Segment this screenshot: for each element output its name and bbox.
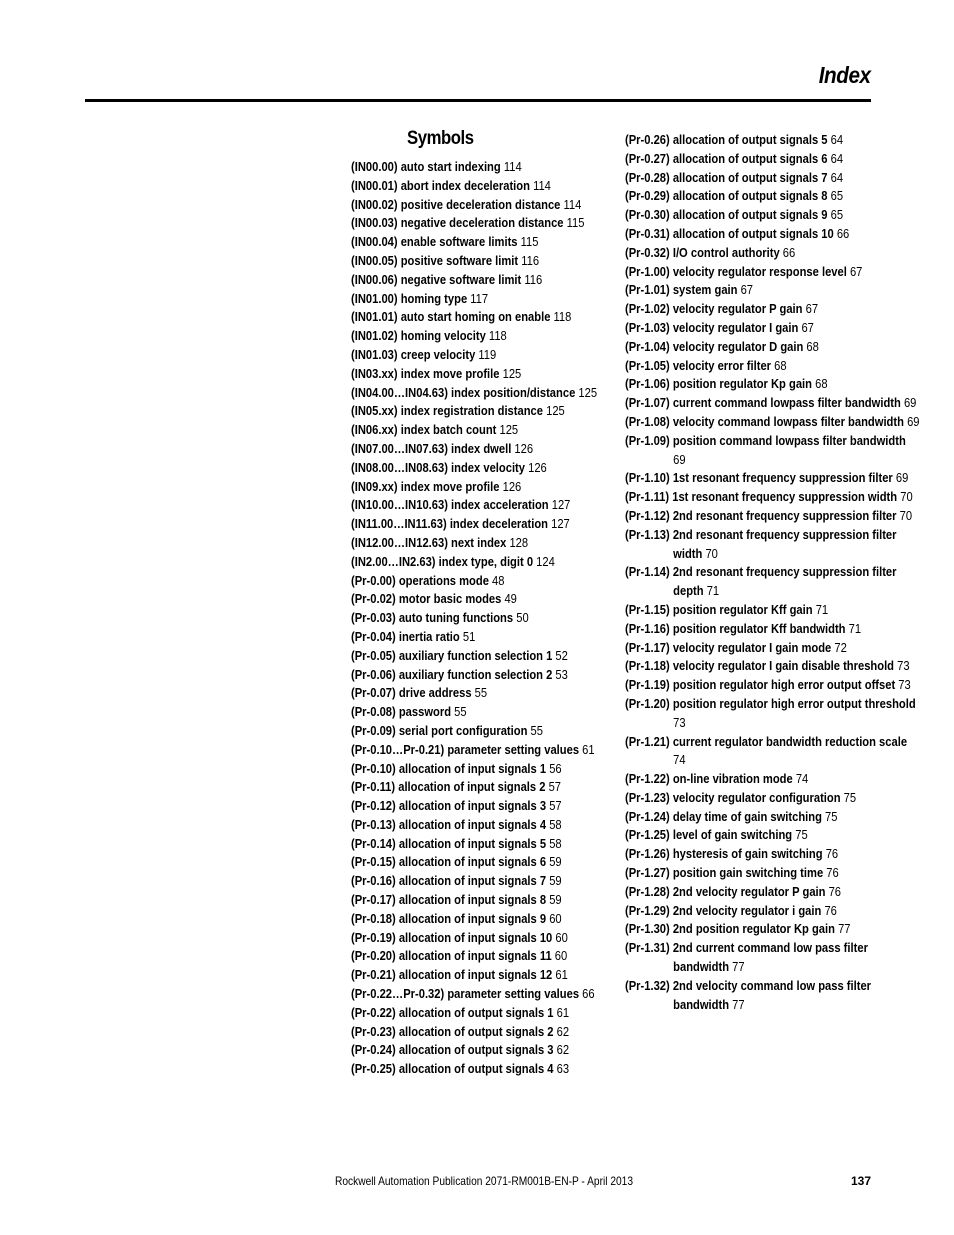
index-entry-term: (IN01.00) homing type — [351, 290, 468, 306]
index-entry — [351, 835, 592, 854]
index-entry-term: (Pr-0.17) allocation of input signals 8 — [351, 892, 547, 908]
index-entry — [351, 496, 592, 515]
index-entry-pages: 126 — [514, 440, 534, 456]
index-entry-pages: 75 — [843, 789, 857, 805]
index-entry — [351, 590, 592, 609]
index-entry-term: (Pr-0.23) allocation of output signals 2 — [351, 1023, 554, 1039]
index-entry-pages: 119 — [478, 346, 497, 362]
index-entry-pages: 71 — [815, 601, 829, 617]
index-entry-pages: 55 — [530, 722, 543, 738]
index-entry-pages: 59 — [549, 892, 562, 908]
index-entry-term: (Pr-1.27) position gain switching time — [625, 865, 824, 881]
index-entry-term: (IN04.00…IN04.63) index position/distance — [351, 384, 576, 400]
index-entry-pages: 127 — [551, 516, 570, 532]
index-entry-pages: 127 — [551, 497, 571, 513]
index-entry-term: (Pr-0.11) allocation of input signals 2 — [351, 779, 546, 795]
index-entry-pages: 76 — [824, 902, 837, 918]
index-entry — [351, 872, 592, 891]
index-entry-pages: 55 — [454, 704, 467, 720]
index-column-right — [625, 131, 920, 1014]
page-number: 137 — [850, 1174, 871, 1188]
index-entry-pages: 76 — [826, 865, 839, 881]
index-entry — [351, 666, 592, 685]
index-entry-term: (IN01.02) homing velocity — [351, 328, 486, 344]
index-entry — [351, 722, 592, 741]
index-entry-term: (Pr-0.15) allocation of input signals 6 — [351, 854, 547, 870]
index-entry — [625, 939, 920, 977]
index-entry-pages: 67 — [805, 301, 819, 317]
index-entry-term: (IN2.00…IN2.63) index type, digit 0 — [351, 553, 534, 569]
index-entry-pages: 53 — [555, 666, 568, 682]
index-entry-term: (Pr-0.08) password — [351, 704, 452, 720]
index-entry-pages: 114 — [533, 177, 551, 193]
index-entry-term: (Pr-0.06) auxiliary function selection 2 — [351, 666, 553, 682]
index-entry — [625, 601, 874, 620]
index-entry-term: (IN05.xx) index registration distance — [351, 403, 543, 419]
index-entry-term: (Pr-1.08) velocity command lowpass filter bandwidth — [625, 413, 904, 429]
index-entry-pages: 125 — [502, 365, 522, 381]
index-entry-pages: 61 — [582, 741, 595, 757]
index-entry-pages: 117 — [470, 290, 489, 306]
index-entry — [351, 985, 649, 1004]
index-entry — [351, 684, 592, 703]
index-entry-term: (IN03.xx) index move profile — [351, 365, 500, 381]
index-entry-term: (Pr-0.30) allocation of output signals 9 — [625, 207, 828, 223]
index-entry-pages: 114 — [563, 196, 582, 212]
index-entry — [625, 695, 920, 733]
index-entry-term: (Pr-0.26) allocation of output signals 5 — [625, 132, 828, 147]
index-entry — [625, 263, 874, 282]
index-entry-term: (Pr-0.10…Pr-0.21) parameter setting values — [351, 741, 580, 757]
index-entry-term: (Pr-1.23) velocity regulator configuration — [625, 789, 841, 805]
index-entry — [625, 319, 874, 338]
index-entry-pages: 76 — [825, 846, 839, 862]
index-entry — [351, 628, 592, 647]
index-entry — [351, 1041, 592, 1060]
index-entry-pages: 60 — [554, 948, 568, 964]
index-entry — [625, 676, 920, 695]
index-entry-pages: 71 — [706, 583, 720, 599]
index-entry-term: (Pr-1.28) 2nd velocity regulator P gain — [625, 883, 826, 899]
index-entry — [351, 384, 649, 403]
index-entry — [351, 214, 592, 233]
index-entry — [625, 187, 874, 206]
index-entry-term: (Pr-0.05) auxiliary function selection 1 — [351, 647, 553, 663]
index-entry — [625, 808, 874, 827]
index-entry-pages: 65 — [830, 207, 844, 223]
index-entry-term: (IN00.03) negative deceleration distance — [351, 215, 564, 231]
index-entry-term: (Pr-1.32) 2nd velocity command low pass filter bandwidth — [625, 977, 872, 1012]
index-entry-term: (Pr-0.19) allocation of input signals 10 — [351, 929, 553, 945]
index-entry — [625, 507, 920, 526]
index-entry-term: (Pr-1.16) position regulator Kff bandwidth — [625, 620, 846, 636]
index-entry-pages: 118 — [488, 328, 507, 344]
index-entry — [625, 488, 920, 507]
index-entry — [351, 816, 592, 835]
index-entry-pages: 68 — [774, 357, 787, 373]
index-entry — [351, 966, 592, 985]
index-entry-term: (Pr-0.22) allocation of output signals 1 — [351, 1004, 554, 1020]
index-entry-term: (Pr-1.14) 2nd resonant frequency suppression filter depth — [625, 564, 897, 599]
index-entry — [625, 131, 874, 150]
index-entry — [625, 920, 874, 939]
index-entry — [351, 647, 592, 666]
index-entry-pages: 115 — [566, 215, 585, 231]
index-entry-pages: 77 — [732, 996, 745, 1012]
index-entry — [625, 770, 874, 789]
index-entry-pages: 66 — [836, 225, 850, 241]
index-entry — [625, 639, 874, 658]
index-entry-pages: 74 — [673, 752, 686, 768]
index-entry-term: (Pr-1.04) velocity regulator D gain — [625, 338, 804, 354]
index-entry-pages: 75 — [795, 827, 808, 843]
index-entry-term: (IN01.03) creep velocity — [351, 346, 476, 362]
index-entry-pages: 59 — [549, 854, 562, 870]
index-entry — [625, 620, 874, 639]
index-entry-term: (Pr-0.07) drive address — [351, 685, 472, 701]
index-entry-term: (Pr-1.10) 1st resonant frequency suppression filter — [625, 470, 893, 486]
index-entry — [625, 657, 920, 676]
index-entry-pages: 57 — [548, 779, 562, 795]
index-entry-pages: 125 — [578, 384, 598, 400]
index-entry-term: (IN11.00…IN11.63) index deceleration — [351, 516, 548, 532]
index-entry-term: (Pr-0.28) allocation of output signals 7 — [625, 169, 828, 185]
index-entry-term: (IN10.00…IN10.63) index acceleration — [351, 497, 549, 513]
index-entry-term: (Pr-1.29) 2nd velocity regulator i gain — [625, 902, 822, 918]
index-entry-pages: 51 — [462, 628, 476, 644]
index-entry-pages: 52 — [555, 647, 568, 663]
index-entry-term: (Pr-0.14) allocation of input signals 5 — [351, 835, 547, 851]
index-entry-term: (Pr-1.02) velocity regulator P gain — [625, 301, 803, 317]
index-entry-term: (Pr-0.21) allocation of input signals 12 — [351, 967, 553, 983]
index-entry — [351, 290, 592, 309]
index-entry — [625, 225, 874, 244]
index-entry — [625, 432, 920, 470]
index-entry — [625, 883, 874, 902]
index-entry-term: (Pr-0.24) allocation of output signals 3 — [351, 1042, 554, 1058]
index-entry-term: (IN00.04) enable software limits — [351, 234, 518, 250]
index-entry-pages: 125 — [546, 403, 565, 419]
index-entry-pages: 58 — [549, 835, 562, 851]
index-entry — [351, 1060, 592, 1079]
index-entry-pages: 76 — [828, 883, 842, 899]
index-entry — [351, 797, 592, 816]
index-entry — [351, 929, 592, 948]
index-entry — [351, 572, 592, 591]
index-entry-term: (Pr-1.06) position regulator Kp gain — [625, 376, 812, 392]
index-entry-pages: 118 — [553, 309, 572, 325]
index-entry — [351, 891, 592, 910]
index-entry-term: (Pr-1.25) level of gain switching — [625, 827, 793, 843]
index-entry-term: (IN01.01) auto start homing on enable — [351, 309, 551, 325]
index-entry-term: (Pr-0.04) inertia ratio — [351, 628, 460, 644]
index-entry-term: (Pr-1.09) position command lowpass filter bandwidth — [625, 432, 906, 448]
index-entry-term: (Pr-0.20) allocation of input signals 11 — [351, 948, 552, 964]
index-entry — [351, 233, 592, 252]
index-entry — [625, 826, 874, 845]
index-entry — [351, 346, 592, 365]
index-entry-term: (Pr-0.25) allocation of output signals 4 — [351, 1061, 554, 1077]
index-entry-pages: 69 — [673, 451, 686, 467]
index-entry-term: (Pr-1.05) velocity error filter — [625, 357, 772, 373]
index-entry-pages: 126 — [528, 459, 547, 475]
index-entry-pages: 77 — [732, 959, 745, 975]
index-entry-term: (Pr-0.32) I/O control authority — [625, 244, 780, 260]
index-entry-term: (Pr-1.20) position regulator high error output threshold — [625, 695, 916, 711]
index-entry — [351, 947, 592, 966]
index-entry-pages: 73 — [673, 714, 686, 730]
index-entry — [625, 150, 874, 169]
index-entry-term: (Pr-1.21) current regulator bandwidth reduction scale — [625, 733, 908, 749]
index-entry — [351, 703, 592, 722]
index-entry — [625, 375, 874, 394]
index-entry — [351, 440, 592, 459]
index-entry-pages: 60 — [555, 929, 568, 945]
index-entry — [625, 977, 920, 1015]
index-entry-pages: 69 — [903, 395, 917, 411]
index-entry-term: (Pr-1.22) on-line vibration mode — [625, 771, 793, 787]
index-entry-pages: 48 — [492, 572, 505, 588]
index-entry — [625, 563, 920, 601]
index-entry-term: (Pr-0.27) allocation of output signals 6 — [625, 150, 828, 166]
index-entry-pages: 62 — [556, 1023, 570, 1039]
index-entry — [625, 169, 874, 188]
index-entry-pages: 66 — [582, 986, 595, 1002]
index-entry-term: (Pr-0.02) motor basic modes — [351, 591, 502, 607]
index-column-left — [351, 158, 631, 1079]
index-entry-term: (Pr-1.03) velocity regulator I gain — [625, 319, 799, 335]
index-entry-pages: 75 — [825, 808, 838, 824]
index-entry-term: (Pr-0.29) allocation of output signals 8 — [625, 188, 828, 204]
index-entry-term: (Pr-0.22…Pr-0.32) parameter setting values — [351, 986, 580, 1002]
index-entry — [351, 158, 592, 177]
index-entry — [351, 853, 592, 872]
index-entry-pages: 115 — [520, 234, 539, 250]
index-entry-pages: 73 — [898, 677, 911, 693]
index-entry-pages: 67 — [849, 263, 863, 279]
index-entry — [351, 515, 592, 534]
index-entry-pages: 67 — [740, 282, 754, 298]
index-entry — [625, 413, 920, 432]
index-entry-pages: 59 — [549, 873, 562, 889]
index-entry-term: (IN08.00…IN08.63) index velocity — [351, 459, 525, 475]
index-entry-term: (Pr-0.03) auto tuning functions — [351, 610, 514, 626]
index-entry-pages: 58 — [549, 816, 562, 832]
index-entry-pages: 128 — [509, 534, 529, 550]
index-entry — [351, 271, 592, 290]
index-entry-term: (IN00.02) positive deceleration distance — [351, 196, 561, 212]
index-entry-term: (Pr-0.10) allocation of input signals 1 — [351, 760, 547, 776]
index-entry — [351, 308, 592, 327]
index-entry — [625, 864, 874, 883]
index-entry-term: (Pr-1.30) 2nd position regulator Kp gain — [625, 921, 835, 937]
index-entry-pages: 62 — [556, 1042, 570, 1058]
index-entry-term: (Pr-1.12) 2nd resonant frequency suppression filter — [625, 507, 897, 523]
index-entry-pages: 55 — [474, 685, 488, 701]
index-entry-term: (IN06.xx) index batch count — [351, 422, 497, 438]
index-entry-pages: 66 — [782, 244, 796, 260]
index-entry-term: (Pr-0.31) allocation of output signals 10 — [625, 225, 834, 241]
index-entry-pages: 116 — [521, 252, 540, 268]
index-entry — [625, 902, 874, 921]
index-entry-term: (Pr-1.11) 1st resonant frequency suppression width — [625, 489, 898, 505]
index-entry-pages: 126 — [502, 478, 522, 494]
index-entry-pages: 67 — [801, 319, 814, 335]
index-entry — [351, 1004, 592, 1023]
index-entry-term: (Pr-1.17) velocity regulator I gain mode — [625, 639, 832, 655]
index-entry-pages: 64 — [830, 132, 844, 147]
index-entry — [625, 338, 874, 357]
section-heading: Symbols — [407, 128, 474, 149]
index-entry — [625, 300, 874, 319]
index-entry-pages: 125 — [499, 422, 519, 438]
index-entry-pages: 57 — [549, 798, 562, 814]
index-entry — [625, 206, 874, 225]
index-entry-term: (Pr-1.07) current command lowpass filter bandwidth — [625, 395, 901, 411]
index-entry — [351, 459, 592, 478]
index-entry — [351, 910, 649, 929]
index-entry-term: (Pr-1.24) delay time of gain switching — [625, 808, 822, 824]
index-entry-term: (Pr-0.09) serial port configuration — [351, 722, 528, 738]
index-entry-pages: 70 — [899, 507, 913, 523]
index-entry-pages: 61 — [556, 1004, 570, 1020]
index-entry-term: (Pr-0.12) allocation of input signals 3 — [351, 798, 547, 814]
index-entry — [351, 421, 592, 440]
index-entry-pages: 61 — [555, 967, 568, 983]
index-entry — [351, 365, 592, 384]
page-title: Index — [819, 62, 871, 88]
index-entry — [625, 733, 920, 771]
index-entry — [625, 394, 920, 413]
index-entry-pages: 49 — [504, 591, 517, 607]
index-entry-pages: 64 — [830, 150, 844, 166]
index-entry — [351, 478, 592, 497]
index-entry-pages: 60 — [549, 910, 562, 926]
index-entry-term: (IN12.00…IN12.63) next index — [351, 534, 507, 550]
index-entry — [351, 534, 592, 553]
index-entry — [625, 469, 920, 488]
index-entry-term: (Pr-1.13) 2nd resonant frequency suppression filter width — [625, 526, 897, 561]
index-entry-term: (Pr-1.00) velocity regulator response level — [625, 263, 847, 279]
index-entry-term: (Pr-1.18) velocity regulator I gain disable threshold — [625, 658, 895, 674]
index-entry — [351, 327, 592, 346]
index-entry-pages: 116 — [524, 271, 543, 287]
index-entry — [351, 402, 592, 421]
index-entry-pages: 73 — [897, 658, 910, 674]
index-entry-term: (Pr-1.19) position regulator high error output offset — [625, 677, 896, 693]
index-entry — [625, 281, 874, 300]
footer-publication: Rockwell Automation Publication 2071-RM001B-EN-P - April 2013 — [335, 1174, 634, 1188]
index-entry-term: (IN09.xx) index move profile — [351, 478, 500, 494]
index-entry-term: (IN00.06) negative software limit — [351, 271, 522, 287]
index-entry-pages: 70 — [705, 545, 718, 561]
index-entry-term: (IN00.00) auto start indexing — [351, 159, 501, 174]
index-entry — [351, 553, 592, 572]
index-entry-term: (Pr-1.26) hysteresis of gain switching — [625, 846, 823, 862]
index-entry — [351, 252, 592, 271]
index-entry-pages: 68 — [806, 338, 819, 354]
index-entry-pages: 63 — [556, 1061, 570, 1077]
index-entry-pages: 72 — [834, 639, 847, 655]
index-entry-pages: 71 — [848, 620, 862, 636]
index-entry-pages: 64 — [830, 169, 844, 185]
index-entry — [625, 526, 920, 564]
index-entry-term: (Pr-1.01) system gain — [625, 282, 738, 298]
index-entry-pages: 65 — [830, 188, 844, 204]
index-entry-term: (Pr-1.15) position regulator Kff gain — [625, 601, 813, 617]
index-entry — [625, 244, 874, 263]
index-entry-term: (IN07.00…IN07.63) index dwell — [351, 440, 512, 456]
index-entry-pages: 68 — [815, 376, 828, 392]
index-entry-pages: 77 — [838, 921, 851, 937]
index-entry — [351, 741, 649, 760]
index-entry-pages: 74 — [795, 771, 809, 787]
index-entry-term: (Pr-0.13) allocation of input signals 4 — [351, 816, 547, 832]
index-entry — [625, 789, 874, 808]
index-entry-term: (Pr-0.16) allocation of input signals 7 — [351, 873, 547, 889]
index-entry — [351, 177, 592, 196]
index-entry — [351, 1023, 592, 1042]
index-entry-term: (Pr-0.00) operations mode — [351, 572, 489, 588]
index-entry-pages: 69 — [907, 413, 920, 429]
index-entry — [625, 845, 874, 864]
index-entry — [351, 778, 592, 797]
index-entry-term: (Pr-1.31) 2nd current command low pass filter bandwidth — [625, 940, 868, 975]
index-entry-pages: 56 — [549, 760, 562, 776]
index-entry-term: (IN00.05) positive software limit — [351, 252, 519, 268]
index-entry-term: (Pr-0.18) allocation of input signals 9 — [351, 910, 547, 926]
index-entry — [351, 196, 592, 215]
index-entry-pages: 69 — [895, 470, 909, 486]
index-entry-pages: 124 — [536, 553, 555, 569]
index-entry-term: (IN00.01) abort index deceleration — [351, 177, 530, 193]
index-entry — [351, 609, 592, 628]
index-entry — [351, 760, 592, 779]
index-entry-pages: 114 — [503, 159, 522, 174]
index-entry — [625, 357, 874, 376]
index-entry-pages: 70 — [900, 489, 913, 505]
title-rule — [85, 99, 871, 102]
index-entry-pages: 50 — [516, 610, 529, 626]
